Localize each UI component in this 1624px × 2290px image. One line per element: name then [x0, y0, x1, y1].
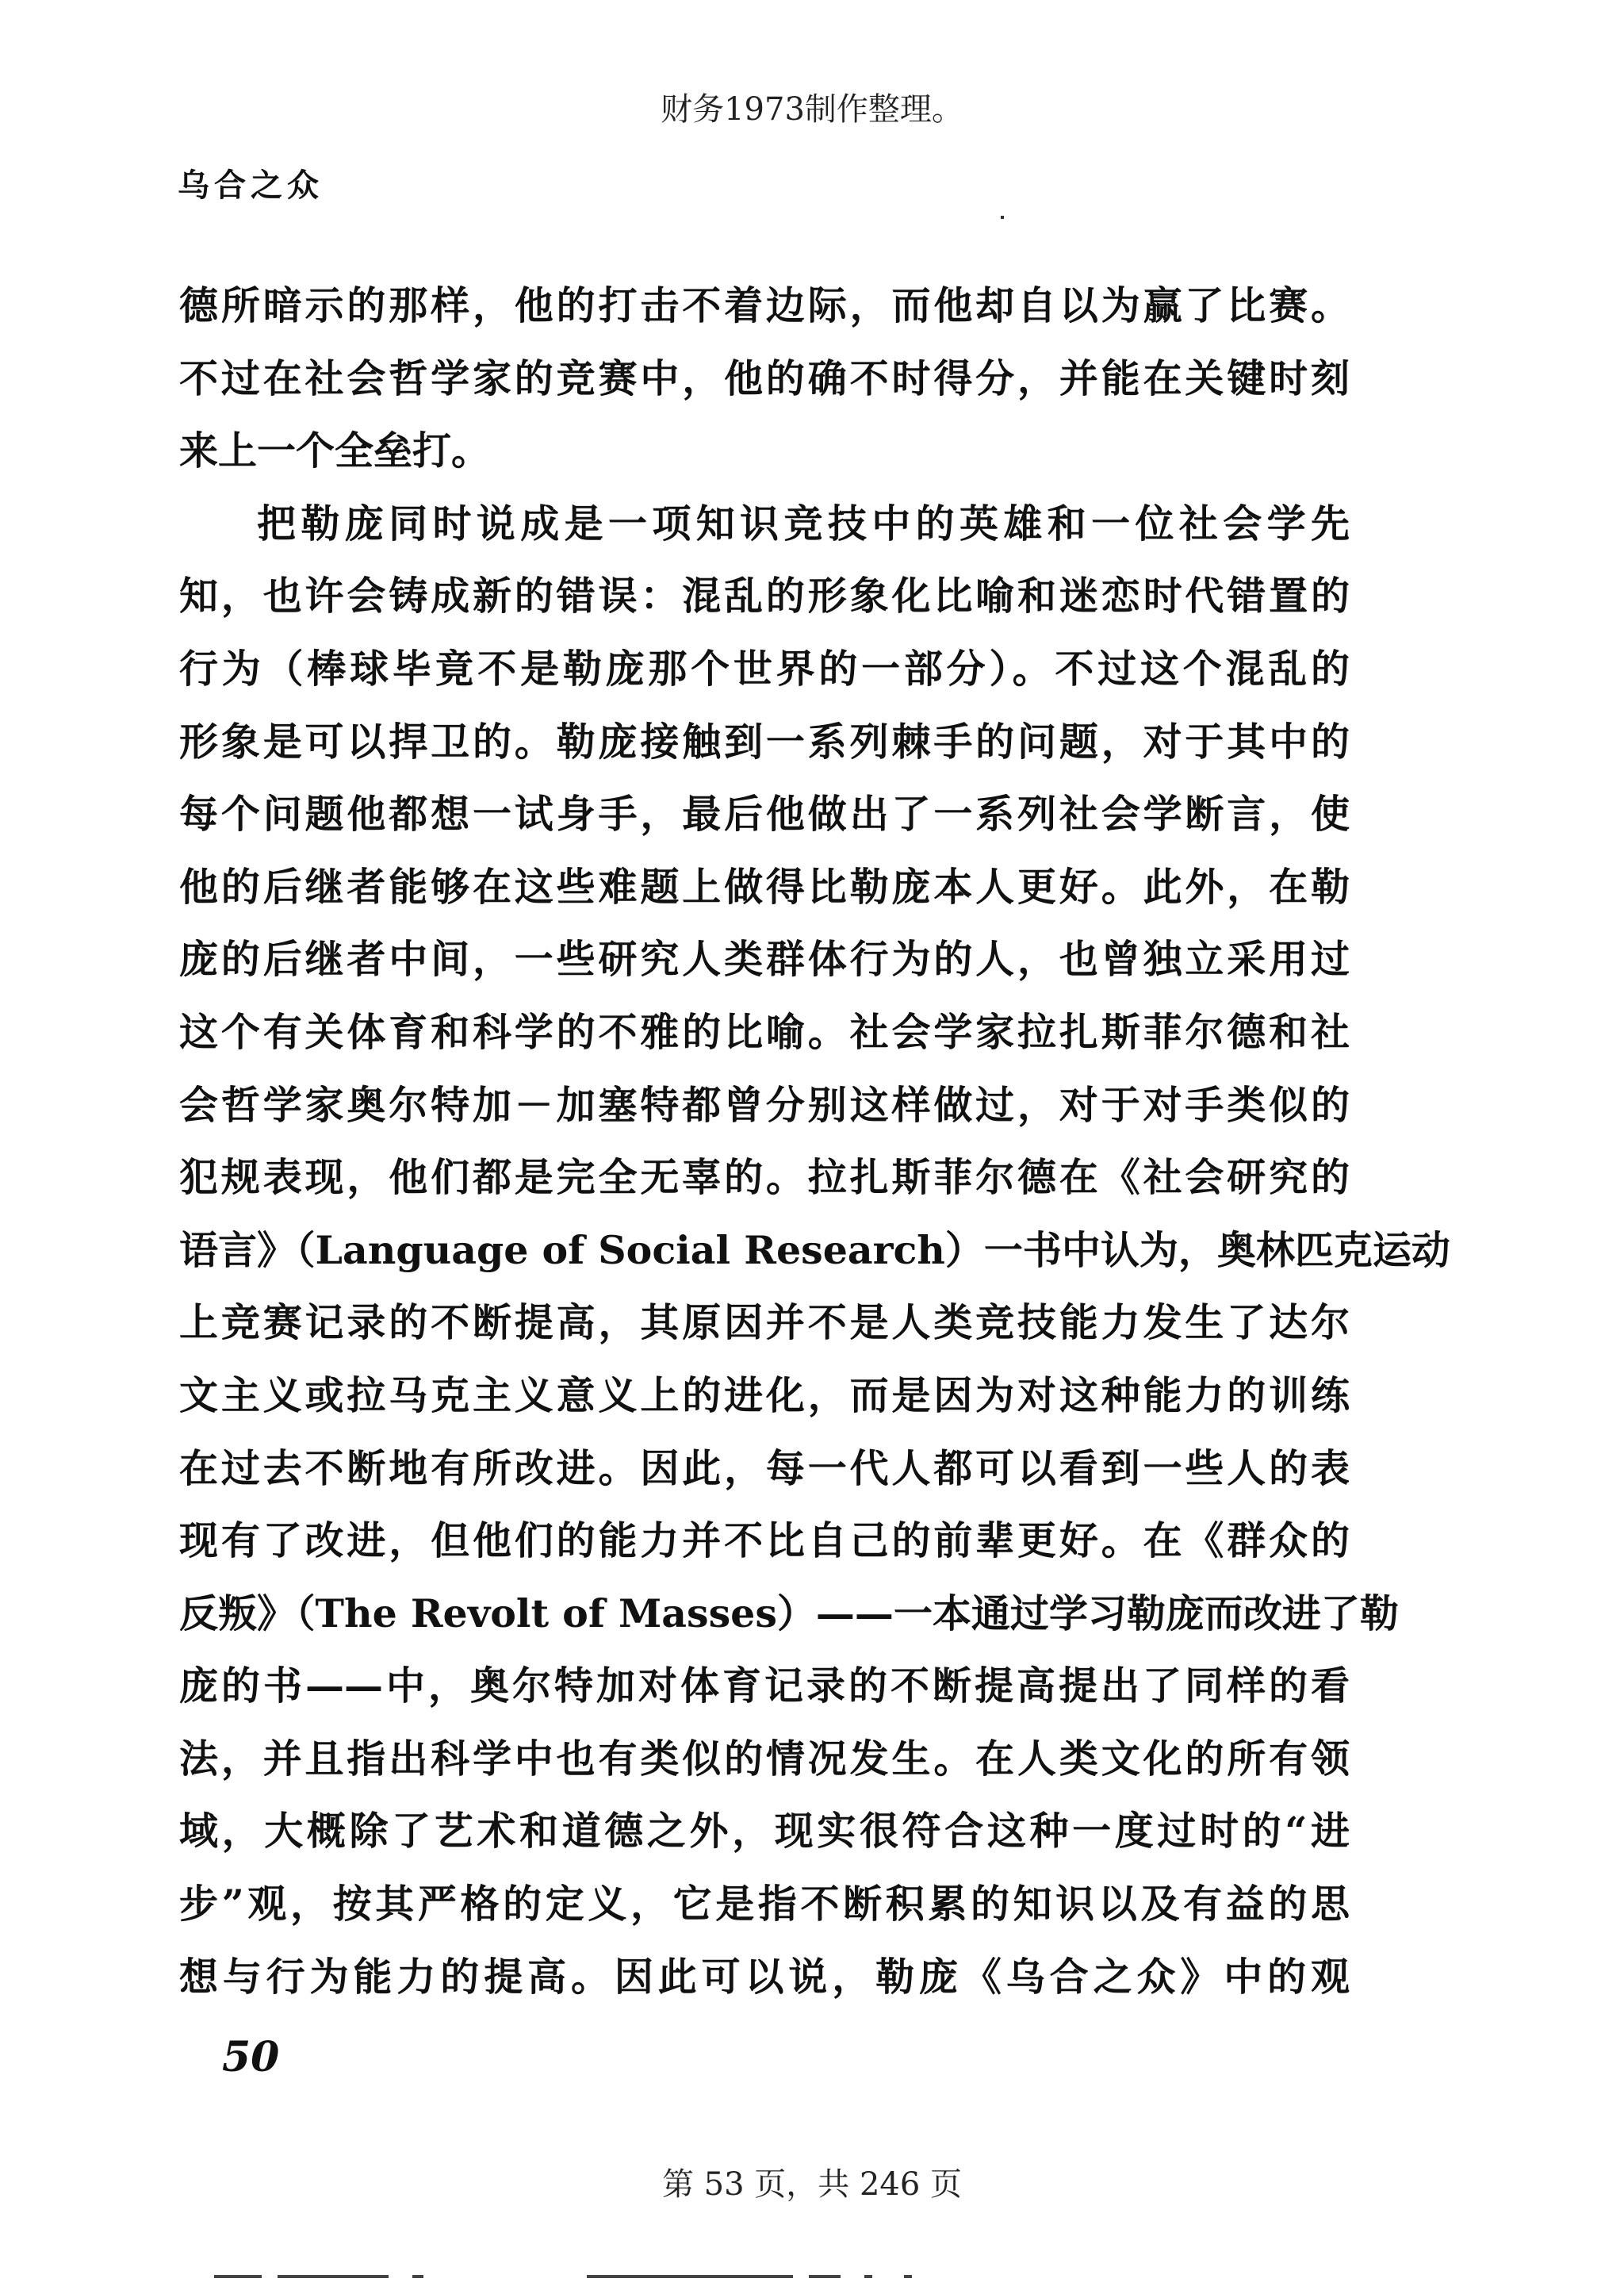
running-head: 乌合之众	[178, 167, 324, 204]
text-line: 犯规表现，他们都是完全无辜的。拉扎斯菲尔德在《社会研究的	[179, 1154, 1350, 1201]
text-line: 域，大概除了艺术和道德之外，现实很符合这种一度过时的“进	[179, 1808, 1350, 1855]
text-line: 把勒庞同时说成是一项知识竞技中的英雄和一位社会学先	[257, 500, 1350, 547]
text-line: 这个有关体育和科学的不雅的比喻。社会学家拉扎斯菲尔德和社	[179, 1008, 1350, 1055]
body-text	[179, 270, 1450, 2013]
text-line: 法，并且指出科学中也有类似的情况发生。在人类文化的所有领	[179, 1735, 1350, 1782]
text-line: 德所暗示的那样，他的打击不着边际，而他却自以为赢了比赛。	[179, 282, 1350, 328]
text-line: 语言》（Language of Social Research）一书中认为，奥林匹克运动	[179, 1226, 1450, 1273]
watermark-text: 财务1973制作整理。	[661, 91, 963, 128]
text-line: 想与行为能力的提高。因此可以说，勒庞《乌合之众》中的观	[179, 1953, 1350, 2000]
text-line: 知，也许会铸成新的错误：混乱的形象化比喻和迷恋时代错置的	[179, 573, 1350, 619]
text-line: 上竞赛记录的不断提高，其原因并不是人类竞技能力发生了达尔	[179, 1299, 1350, 1346]
page-counter: 第 53 页，共 246 页	[661, 2166, 963, 2203]
text-line: 行为（棒球毕竟不是勒庞那个世界的一部分）。不过这个混乱的	[179, 645, 1350, 692]
text-line: 文主义或拉马克主义意义上的进化，而是因为对这种能力的训练	[179, 1371, 1350, 1418]
text-line: 反叛》（The Revolt of Masses）——一本通过学习勒庞而改进了勒	[179, 1590, 1399, 1636]
scan-artifacts	[214, 2275, 928, 2280]
text-line: 在过去不断地有所改进。因此，每一代人都可以看到一些人的表	[179, 1444, 1350, 1491]
text-line: 每个问题他都想一试身手，最后他做出了一系列社会学断言，使	[179, 791, 1350, 838]
text-line: 庞的后继者中间，一些研究人类群体行为的人，也曾独立采用过	[179, 936, 1350, 983]
text-line: 他的后继者能够在这些难题上做得比勒庞本人更好。此外，在勒	[179, 863, 1350, 910]
scan-speck	[1001, 216, 1004, 219]
text-line: 来上一个全垒打。	[179, 428, 491, 474]
page-number: 50	[222, 2033, 280, 2081]
text-line: 步”观，按其严格的定义，它是指不断积累的知识以及有益的思	[179, 1881, 1350, 1928]
text-line: 不过在社会哲学家的竞赛中，他的确不时得分，并能在关键时刻	[179, 355, 1350, 401]
text-line: 现有了改进，但他们的能力并不比自己的前辈更好。在《群众的	[179, 1517, 1350, 1564]
text-line: 形象是可以捍卫的。勒庞接触到一系列棘手的问题，对于其中的	[179, 718, 1350, 765]
text-line: 会哲学家奥尔特加－加塞特都曾分别这样做过，对于对手类似的	[179, 1081, 1350, 1128]
text-line: 庞的书——中，奥尔特加对体育记录的不断提高提出了同样的看	[179, 1663, 1350, 1709]
